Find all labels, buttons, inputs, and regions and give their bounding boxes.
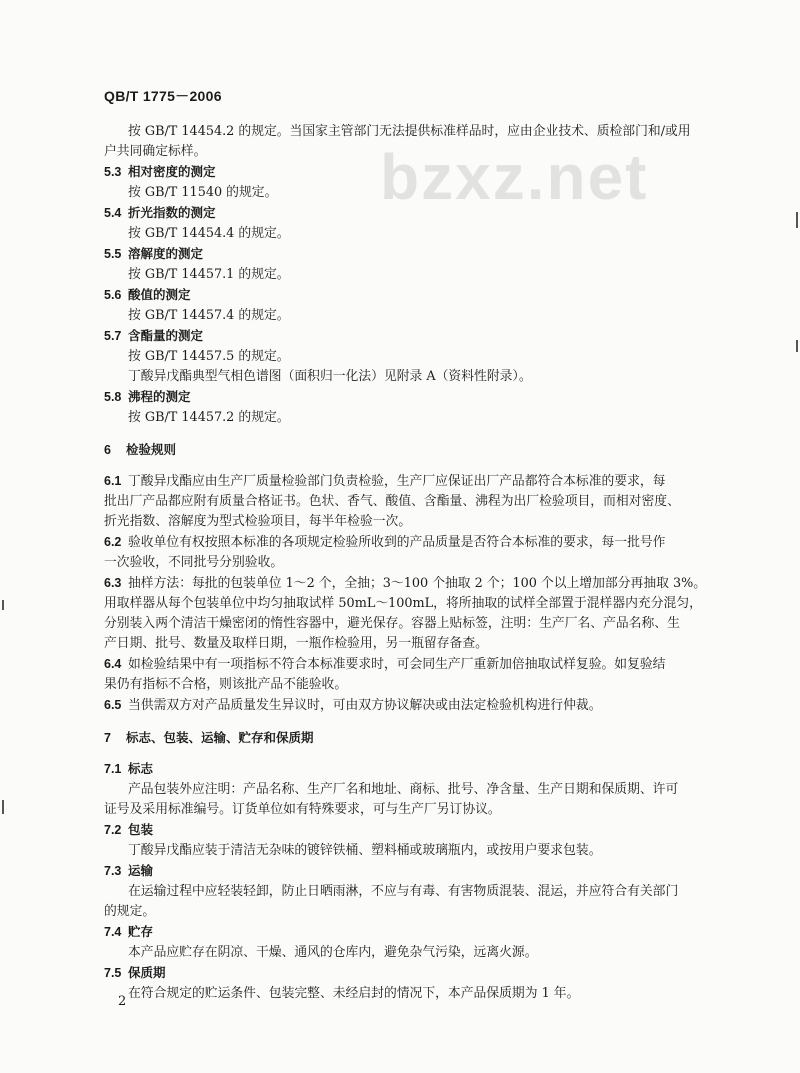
scan-edge-mark — [2, 800, 4, 814]
clause-title: 贮存 — [128, 924, 154, 939]
subclause-heading — [104, 820, 704, 841]
paragraph-line — [104, 492, 704, 512]
subclause-heading — [104, 759, 704, 780]
paragraph-line: 按 GB/T 14457.4 的规定。 — [128, 308, 290, 323]
paragraph-text: 折光指数、溶解度为型式检验项目，每半年检验一次。 — [104, 514, 412, 529]
paragraph-line: 本产品应贮存在阴凉、干燥、通风的仓库内，避免杂气污染，远离火源。 — [128, 945, 538, 960]
subclause-heading — [104, 326, 704, 347]
clause-title: 溶解度的测定 — [128, 246, 204, 261]
paragraph-line — [104, 614, 704, 634]
paragraph-line: 的规定。 — [104, 904, 156, 919]
paragraph-line — [104, 553, 704, 573]
standard-code: QB/T 1775－2006 — [104, 88, 222, 104]
paragraph-text: 如检验结果中有一项指标不符合本标准要求时，可会同生产厂重新加倍抽取试样复验。如复验结 — [128, 657, 666, 672]
clause-title: 相对密度的测定 — [128, 164, 216, 179]
subclause-heading — [104, 285, 704, 306]
paragraph-line: 丁酸异戊酯典型气相色谱图（面积归一化法）见附录 A（资料性附录）。 — [128, 369, 532, 384]
paragraph-line: 在符合规定的贮运条件、包装完整、未经启封的情况下，本产品保质期为 1 年。 — [128, 986, 580, 1001]
clause-number: 7.3 — [104, 864, 122, 878]
section-number: 7 — [104, 731, 111, 745]
clause-number: 5.3 — [104, 165, 122, 179]
clause-number: 5.8 — [104, 390, 122, 404]
clause-number: 7.1 — [104, 762, 122, 776]
clause-title: 标志 — [128, 761, 154, 776]
clause-title: 运输 — [128, 863, 154, 878]
subclause-heading — [104, 861, 704, 882]
subclause-heading — [104, 244, 704, 265]
paragraph-line: 按 GB/T 14457.1 的规定。 — [128, 267, 290, 282]
paragraph-line — [104, 573, 707, 594]
clause-title: 酸值的测定 — [128, 287, 191, 302]
section-heading — [104, 728, 704, 749]
paragraph-text: 丁酸异戊酯应由生产厂质量检验部门负责检验，生产厂应保证出厂产品都符合本标准的要求，每 — [128, 474, 666, 489]
paragraph-text: 产日期、批号、数量及取样日期，一瓶作检验用，另一瓶留存备查。 — [104, 636, 488, 651]
clause-number: 5.4 — [104, 206, 122, 220]
clause-number: 6.5 — [104, 698, 122, 712]
clause-number: 6.4 — [104, 657, 122, 671]
section-title: 检验规则 — [126, 442, 177, 457]
paragraph-text: 抽样方法：每批的包装单位 1～2 个，全抽；3～100 个抽取 2 个；100 个以上增加部分再抽取 3%。 — [128, 576, 707, 591]
paragraph-text: 用取样器从每个包装单位中均匀抽取试样 50mL～100mL，将所抽取的试样全部置于混样器内充分混匀， — [104, 596, 702, 611]
section-heading — [104, 440, 704, 461]
clause-number: 5.5 — [104, 247, 122, 261]
section-number: 6 — [104, 443, 111, 457]
paragraph-text: 批出厂产品都应附有质量合格证书。色状、香气、酸值、含酯量、沸程为出厂检验项目，而相对密度、 — [104, 494, 680, 509]
watermark: bzxz.net — [380, 141, 649, 213]
scan-edge-mark — [2, 600, 4, 610]
clause-number: 6.3 — [104, 576, 122, 590]
paragraph-line: 按 GB/T 14457.5 的规定。 — [128, 349, 290, 364]
paragraph-line: 按 GB/T 14454.2 的规定。当国家主管部门无法提供标准样品时，应由企业技术、质检部门和/或用 — [128, 124, 691, 139]
paragraph-line: 户共同确定标样。 — [104, 144, 207, 159]
paragraph-text: 验收单位有权按照本标准的各项规定检验所收到的产品质量是否符合本标准的要求，每一批号作 — [128, 535, 666, 550]
clause-title: 包装 — [128, 822, 154, 837]
clause-title: 含酯量的测定 — [128, 328, 204, 343]
clause-number: 7.4 — [104, 925, 122, 939]
paragraph-line: 丁酸异戊酯应装于清洁无杂味的镀锌铁桶、塑料桶或玻璃瓶内，或按用户要求包装。 — [128, 843, 602, 858]
paragraph-text: 分别装入两个清洁干燥密闭的惰性容器中，避光保存。容器上贴标签，注明：生产厂名、产品名称、生 — [104, 616, 680, 631]
paragraph-line: 按 GB/T 14454.4 的规定。 — [128, 226, 290, 241]
paragraph-line — [104, 634, 704, 654]
paragraph-line — [104, 695, 704, 716]
clause-title: 折光指数的测定 — [128, 205, 216, 220]
section-7-marking-packaging — [104, 728, 704, 1004]
section-title: 标志、包装、运输、贮存和保质期 — [126, 730, 314, 745]
scan-edge-mark — [796, 340, 798, 352]
subclause-heading — [104, 203, 704, 224]
paragraph-line: 在运输过程中应轻装轻卸，防止日晒雨淋，不应与有毒、有害物质混装、混运，并应符合有关部门 — [128, 884, 679, 899]
paragraph-text: 一次验收，不同批号分别验收。 — [104, 555, 284, 570]
paragraph-line — [104, 594, 704, 614]
subclause-heading — [104, 963, 704, 984]
paragraph-line: 证号及采用标准编号。订货单位如有特殊要求，可与生产厂另订协议。 — [104, 802, 501, 817]
paragraph-line — [104, 675, 704, 695]
subclause-heading — [104, 387, 704, 408]
clause-number: 5.7 — [104, 329, 122, 343]
clause-number: 7.2 — [104, 823, 122, 837]
paragraph-line — [104, 532, 704, 553]
clause-number: 6.2 — [104, 535, 122, 549]
clause-number: 7.5 — [104, 966, 122, 980]
subclause-heading — [104, 922, 704, 943]
scan-edge-mark — [796, 212, 798, 228]
paragraph-text: 当供需双方对产品质量发生异议时，可由双方协议解决或由法定检验机构进行仲裁。 — [128, 698, 602, 713]
clause-number: 6.1 — [104, 474, 122, 488]
paragraph-text: 果仍有指标不合格，则该批产品不能验收。 — [104, 677, 348, 692]
clause-title: 沸程的测定 — [128, 389, 191, 404]
section-5-continued — [104, 122, 704, 428]
subclause-heading — [104, 162, 704, 183]
document-body — [104, 122, 707, 1004]
paragraph-line: 产品包装外应注明：产品名称、生产厂名和地址、商标、批号、净含量、生产日期和保质期、许可 — [128, 782, 679, 797]
paragraph-line — [104, 654, 704, 675]
page-number: 2 — [118, 994, 127, 1009]
clause-number: 5.6 — [104, 288, 122, 302]
paragraph-line — [104, 471, 704, 492]
clause-title: 保质期 — [128, 965, 166, 980]
section-6-inspection-rules — [104, 440, 707, 716]
paragraph-line — [104, 512, 704, 532]
paragraph-line: 按 GB/T 11540 的规定。 — [128, 185, 278, 200]
paragraph-line: 按 GB/T 14457.2 的规定。 — [128, 410, 290, 425]
